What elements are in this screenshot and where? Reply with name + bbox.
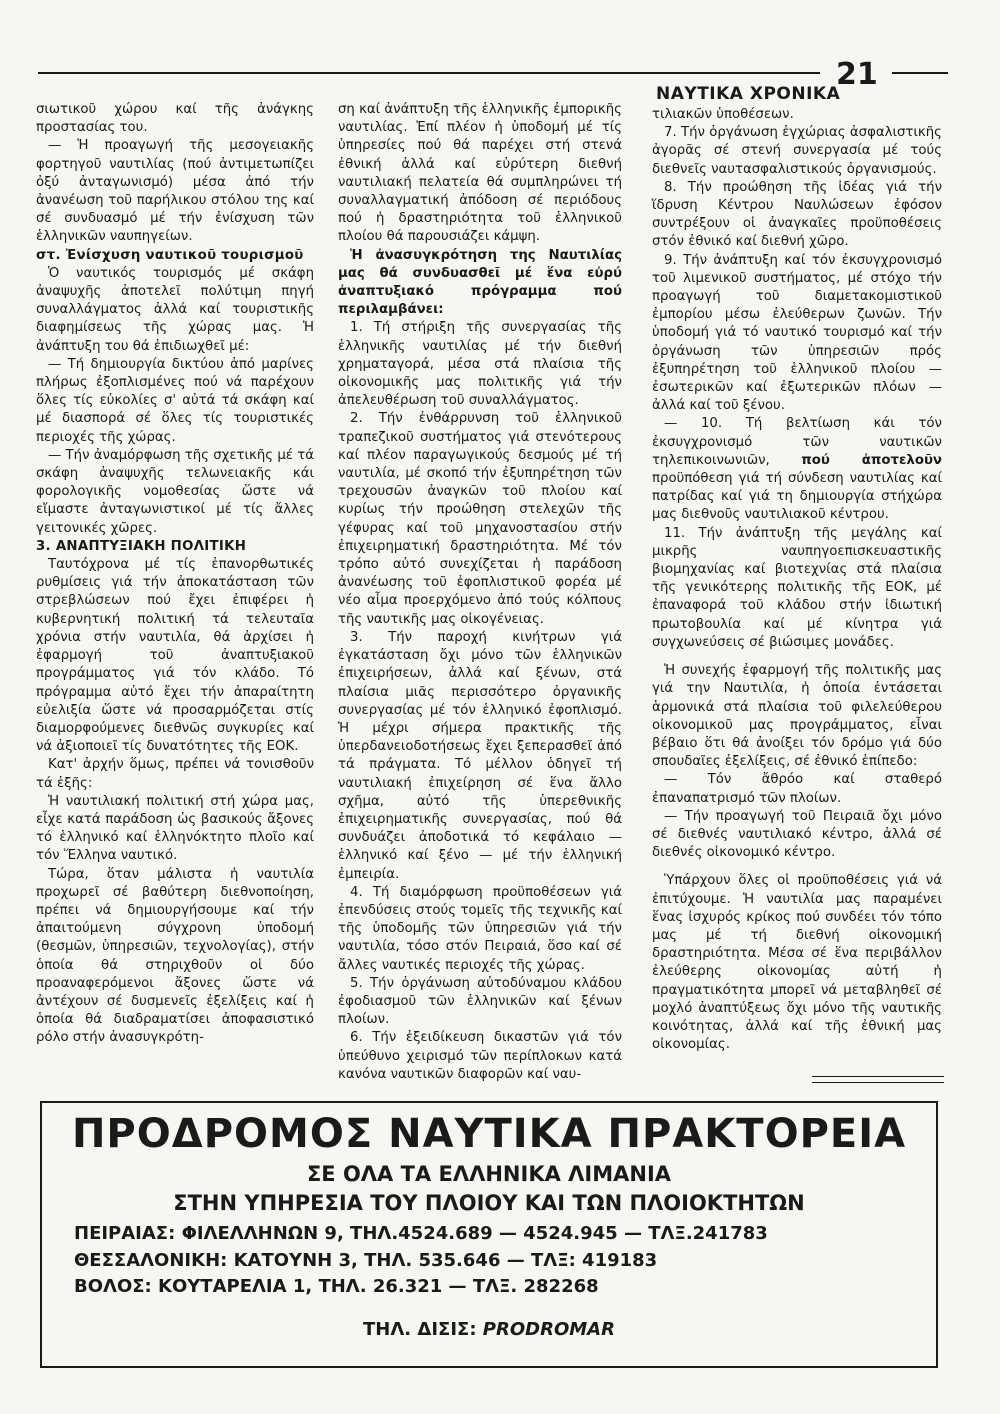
list-item: 6. Τήν ἐξειδίκευση δικαστῶν γιά τόν ὑπεύθυνο χειρισμό τῶν περίπλοκων κατά κανόνα ναυτικῶν διαφορῶν καί ναυ- [338, 1030, 622, 1082]
section-heading-tourism: στ. Ἐνίσχυση ναυτικοῦ τουρισμοῦ [36, 247, 304, 263]
paragraph: Κατ' ἀρχήν ὅμως, πρέπει νά τονισθοῦν τά ἑξῆς: [36, 757, 314, 791]
publication-title: ΝΑΥΤΙΚΑ ΧΡΟΝΙΚΑ [656, 84, 841, 104]
paragraph: — Τήν προαγωγή τοῦ Πειραιᾶ ὄχι μόνο σέ διεθνές ναυτιλιακό κέντρο, ἀλλά σέ διεθνές οἰκονομικό κέντρο. [652, 808, 942, 861]
advert-subtitle: ΣΤΗΝ ΥΠΗΡΕΣΙΑ ΤΟΥ ΠΛΟΙΟΥ ΚΑΙ ΤΩΝ ΠΛΟΙΟΚΤΗΤΩΝ [173, 1191, 805, 1215]
paragraph: — Τόν ἄθρόο καί σταθερό ἐπαναπατρισμό τῶν πλοίων. [652, 772, 942, 806]
list-item [652, 415, 942, 524]
article-end-rule [812, 1082, 944, 1083]
paragraph: Ὑπάρχουν ὅλες οἱ προϋποθέσεις γιά νά ἐπιτύχουμε. Ἡ ναυτιλία μας παραμένει ἕνας ἰσχυρός κρίκος πού συνδέει τόν τόπο μας μέ τή διεθνή οἰκονομική δραστηριότητα. Μέσα σέ ἕνα περιβάλλον ἐλεύθερης οἰκονομίας αὐτή ἡ πραγματικότητα μπορεῖ νά μεταβληθεῖ σέ μοχλό ἀναπτύξεως ὄχι μόνο τῆς ναυτικῆς κοινότητας, ἀλλά καί τῆς ἐθνική μας οἰκονομίας. [652, 873, 942, 1053]
section-heading-development-policy: 3. ΑΝΑΠΤΥΞΙΑΚΗ ΠΟΛΙΤΙΚΗ [36, 538, 247, 554]
column-2 [338, 101, 622, 1084]
bold-text-run: πού ἀποτελοῦν [801, 452, 942, 468]
column-1 [36, 101, 314, 1048]
paragraph: Ταυτόχρονα μέ τίς ἐπανορθωτικές ρυθμίσεις γιά τήν ἀποκατάσταση τῶν στρεβλώσεων πού ἔχει ἐπιφέρει ἡ κυβερνητική πολιτική τά τελευταῖα χρόνια στήν ναυτιλία, θά ἀρχίσει ἡ ἐφαρμογή τοῦ ἀναπτυξιακοῦ προγράμματος γιά τόν κλάδο. Τό πρόγραμμα αὐτό ἔχει τήν ἀπαραίτητη εὐελιξία ὥστε νά προσαρμόζεται στίς διαμορφούμενες διεθνῶς συγκυρίες καί νά ἀξιοποιεῖ τίς δυνατότητες τῆς ΕΟΚ. [36, 557, 314, 755]
paragraph: σιωτικοῦ χώρου καί τῆς ἀνάγκης προστασίας του. [36, 102, 314, 136]
paragraph: — Τήν ἀναμόρφωση τῆς σχετικῆς μέ τά σκάφη ἀναψυχῆς τελωνειακῆς κάι φορολογικῆς νομοθεσίας ὥστε νά εἴμαστε ἀνταγωνιστικοί μέ τίς ἄλλες γειτονικές χῶρες. [36, 447, 314, 536]
advertisement-box [40, 1101, 938, 1368]
list-item: 11. Τήν ἀνάπτυξη τῆς μεγάλης καί μικρῆς ναυπηγοεπισκευαστικῆς βιομηχανίας καί βιοτεχνίας στά πλαίσια τῆς γενικότερης πολιτικῆς τῆς ΕΟΚ, μέ ἐπαναφορά τοῦ κλάδου στήν ἰδιωτική πρωτοβουλία καί μέ κίνητρα γιά συγχωνεύσεις σέ βιώσιμες μονάδες. [652, 525, 942, 650]
article-end-rule [812, 1076, 944, 1077]
list-item: 4. Τή διαμόρφωση προϋποθέσεων γιά ἐπενδύσεις στούς τομεῖς τῆς τεχνικῆς καί τῆς ὑποδομῆς τῶν ὑπηρεσιῶν γιά τήν ναυτιλία, τόσο στόν Πειραιά, ὅσο καί σέ ἄλλες ναυτικές περιοχές τῆς χώρας. [338, 884, 622, 973]
paragraph: — Ἡ προαγωγή τῆς μεσογειακῆς φορτηγοῦ ναυτιλίας (πού ἀντιμετωπίζει ὀξύ ἀνταγωνισμό) μέσα ἀπό τήν ἀνανέωση τοῦ παρήλικου στόλου της καί σέ συνδυασμό μέ τήν ἐνίσχυση τῶν ἑλληνικῶν ναυπηγείων. [36, 138, 314, 245]
paragraph: ση καί ἀνάπτυξη τῆς ἑλληνικῆς ἐμπορικῆς ναυτιλίας. Ἐπί πλέον ἡ ὑποδομή μέ τίς ὑπηρεσίες πού θά παρέχει στή στενά ἐθνική ἀλλά καί εὐρύτερη διεθνή ναυτιλιακή πελατεία θά συμπληρώνει τή συναλλαγματική ἀπόδοση σέ περιόδους πού ἡ δραστηριότητα τοῦ ἑλληνικοῦ πλοίου θά παρουσιάζει κάμψη. [338, 102, 622, 245]
paragraph: — Τή δημιουργία δικτύου ἀπό μαρίνες πλήρως ἐξοπλισμένες πού νά παρέχουν ὅλες τίς εὐκολίες σ' αὐτά τά σκάφη καί μέ διασπορά σέ ὅλες τίς τουριστικές περιοχές τῆς χώρας. [36, 356, 314, 445]
advert-subtitle: ΣΕ ΟΛΑ ΤΑ ΕΛΛΗΝΙΚΑ ΛΙΜΑΝΙΑ [306, 1162, 672, 1186]
list-item: 5. Τήν ὀργάνωση αὐτοδύναμου κλάδου ἐφοδιασμοῦ τῶν ἑλληνικῶν καί ξένων πλοίων. [338, 975, 622, 1028]
list-item: 8. Τήν προώθηση τῆς ἰδέας γιά τήν ἵδρυση Κέντρου Ναυλώσεων ἐφόσον συντρέξουν οἱ ἀναγκαῖες προϋποθέσεις στόν ἐθνικό καί διεθνή χῶρο. [652, 179, 942, 250]
paragraph: Ἡ συνεχής ἐφαρμογή τῆς πολιτικῆς μας γιά την Ναυτιλία, ἡ ὁποία ἐντάσεται ἁρμονικά στά πλαίσια τοῦ φιλελεύθερου οἰκονομικοῦ μας προγράμματος, εἶναι βέβαιο ὅτι θά ἀνοίξει τόν δρόμο γιά δύο σπουδαῖες ἐξελίξεις, σέ ἐθνικό ἐπίπεδο: [652, 663, 942, 770]
page-number: 21 [836, 57, 878, 92]
list-item: 9. Τήν ἀνάπτυξη καί τόν ἐκσυγχρονισμό τοῦ λιμενικοῦ συστήματος, μέ στόχο τήν προαγωγή τοῦ διαμετακομιστικοῦ ἐμπορίου μέσω ἐλεύθερων ζωνῶν. Τήν ὑποδομή γιά τό ναυτικό τουρισμό καί τήν ὀργάνωση τῶν ὑπηρεσιῶν πρός ἐξυπηρέτηση τοῦ ἑλληνικοῦ πλοίου — ἐσωτερικῶν καί ἐξωτερικῶν πλόων — ἀλλά καί τοῦ ξένου. [652, 252, 942, 414]
list-item: 7. Τήν ὀργάνωση ἐγχώριας ἀσφαλιστικῆς ἀγορᾶς σέ στενή συνεργασία μέ τούς διεθνεῖς ναυτασφαλιστικούς ὀργανισμούς. [652, 125, 942, 177]
paragraph: τιλιακῶν ὑποθέσεων. [652, 107, 794, 122]
advert-title: ΠΡΟΔΡΟΜΟΣ ΝΑΥΤΙΚΑ ΠΡΑΚΤΟΡΕΙΑ [71, 1111, 907, 1157]
program-intro-paragraph: Ἡ ἀνασυγκρότηση της Ναυτιλίας μας θά συνδυασθεῖ μέ ἕνα εὐρύ ἀναπτυξιακό πρόγραμμα πού περιλαμβάνει: [338, 247, 622, 318]
list-item: 1. Τή στήριξη τῆς συνεργασίας τῆς ἑλληνικῆς ναυτιλίας μέ τήν διεθνή χρηματαγορά, μέσα στά πλαίσια τῆς οἰκονομικῆς μας πολιτικῆς γιά τήν ἀπελευθέρωση τοῦ συναλλάγματος. [338, 320, 622, 409]
column-3 [652, 106, 942, 1054]
header-rule-left [38, 72, 820, 74]
advert-address-thessaloniki: ΘΕΣΣΑΛΟΝΙΚΗ: ΚΑΤΟΥΝΗ 3, ΤΗΛ. 535.646 — ΤΛΞ: 419183 [74, 1250, 658, 1271]
telegram-address: PRODROMAR [482, 1319, 615, 1340]
telegram-label: ΤΗΛ. ΔΙΣΙΣ: [363, 1319, 483, 1340]
paragraph: Τώρα, ὅταν μάλιστα ἡ ναυτιλία προχωρεῖ σέ βαθύτερη διεθνοποίηση, πρέπει νά δημιουργήσουμε καί τήν ἀπαιτούμενη σύγχρονη ὑποδομή (θεσμῶν, ὑπηρεσιῶν, τεχνολογίας), στήν ὁποία θά στηριχθοῦν οἱ δύο προαναφερόμενοι ἄξονες ὥστε νά ἀντέχουν σέ δυσμενεῖς ἐξελίξεις καί ἡ ὁποία θά διαδραματίσει ἀποφασιστικό ρόλο στήν ἀνασυγκρότη- [36, 866, 314, 1046]
paragraph: Ὁ ναυτικός τουρισμός μέ σκάφη ἀναψυχῆς ἀποτελεῖ πολύτιμη πηγή συναλλάγματος ἀλλά καί τουριστικῆς διαφημίσεως τῆς χώρας μας. Ἡ ἀνάπτυξη του θά ἐπιδιωχθεῖ μέ: [36, 265, 314, 354]
paragraph: Ἡ ναυτιλιακή πολιτική στή χώρα μας, εἶχε κατά παράδοση ὡς βασικούς ἄξονες τό ἑλληνικό καί ἑλληνόκτητο πλοῖο καί τόν Ἕλληνα ναυτικό. [36, 793, 314, 864]
advert-address-piraeus: ΠΕΙΡΑΙΑΣ: ΦΙΛΕΛΛΗΝΩΝ 9, ΤΗΛ.4524.689 — 4524.945 — ΤΛΞ.241783 [74, 1223, 768, 1244]
header-rule-right [892, 72, 948, 74]
advert-telegram [42, 1319, 936, 1340]
list-item: 3. Τήν παροχή κινήτρων γιά ἐγκατάσταση ὄχι μόνο τῶν ἑλληνικῶν ἐπιχειρήσεων, ἀλλά καί ξένων, στά πλαίσια μιᾶς περισσότερο ὀργανικῆς συνεργασίας μέ τόν ἑλληνικό ἐφοπλισμό. Ἡ μέχρι σήμερα πρακτικῆς τῆς ὑπερδανειοδοτήσεως ἔχει ξεπερασθεῖ ἀπό τά πράγματα. Τό μέλλον ὁδηγεῖ τή ναυτιλιακή ἐπιχείρηση σέ ἕνα ἄλλο σχῆμα, αὐτό τῆς ὑπερεθνικῆς ἐπιχειρηματικῆς συνεργασίας, πού θά συνδυάζει ἀποδοτικά τό κεφάλαιο — ἑλληνικό καί ξένο — μέ τήν ἑλληνική ἐμπειρία. [338, 629, 622, 882]
text-run: — 10. Τή βελτίωση κάι τόν ἐκσυγχρονισμό τῶν ναυτικῶν τηλεπικοινωνιῶν, [652, 416, 942, 468]
advert-address-volos: ΒΟΛΟΣ: ΚΟΥΤΑΡΕΛΙΑ 1, ΤΗΛ. 26.321 — ΤΛΞ. 282268 [74, 1276, 599, 1297]
text-run: προϋπόθεση γιά τή σύνδεση ναυτιλίας καί πατρίδας καί γιά τη δημιουργία στήχώρα μας διεθνοῦς ναυτιλιακοῦ κέντρου. [652, 471, 942, 523]
list-item: 2. Τήν ἐνθάρρυνση τοῦ ἑλληνικοῦ τραπεζικοῦ συστήματος γιά στενότερους καί πλέον παραγωγικούς δεσμούς μέ τή ναυτιλία, μέ σκοπό τήν ἐξυπηρέτηση τῶν τρεχουσῶν ἀναγκῶν τοῦ πλοίου καί κυρίως τήν προώθηση στελεχῶν τῆς γέφυρας καί τοῦ μηχανοστασίου στήν ἐπιχειρηματική δραστηριότητα. Μέ τόν τρόπο αὐτό συνεχίζεται ἡ παράδοση ἀνανέωσης τοῦ ἐφοπλιστικοῦ φορέα μέ νέο αἷμα προερχόμενο ἀπό τούς κόλπους τῆς ναυτικῆς μας οἰκογένειας. [338, 411, 622, 627]
